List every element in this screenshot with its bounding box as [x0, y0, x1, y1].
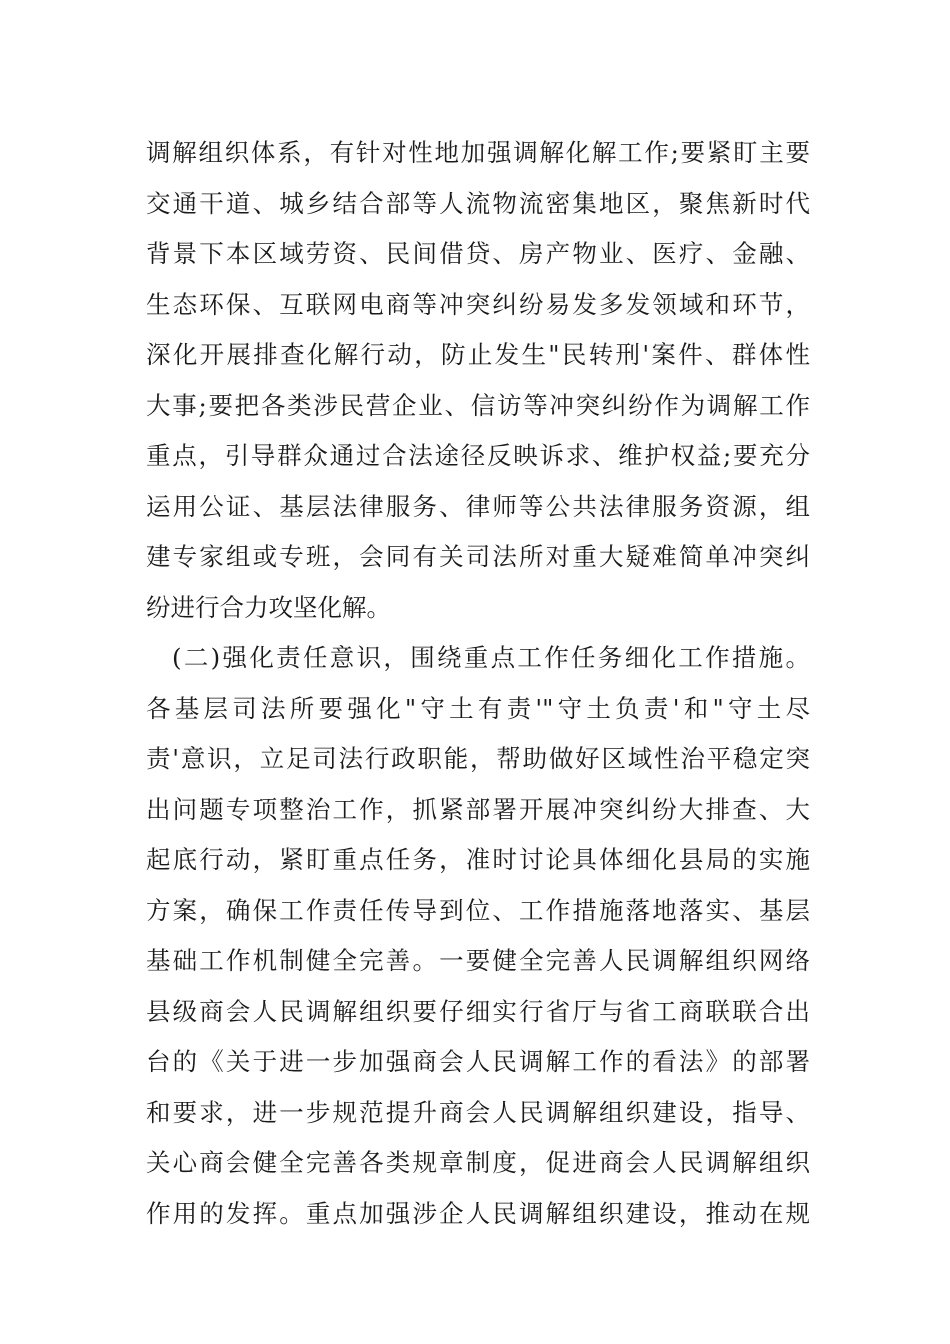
text-line: 各基层司法所要强化"守土有责'"守土负责'和"守土尽	[146, 693, 810, 723]
text-line: 出问题专项整治工作，抓紧部署开展冲突纠纷大排查、大	[146, 794, 810, 824]
section-heading: (二)强化责任意识，围绕重点工作任务细化工作措施。	[172, 643, 810, 672]
body-text	[146, 128, 810, 1239]
text-line: 方案，确保工作责任传导到位、工作措施落地落实、基层	[146, 895, 810, 925]
text-line: 作用的发挥。重点加强涉企人民调解组织建设，推动在规	[146, 1198, 810, 1228]
text-line: 和要求，进一步规范提升商会人民调解组织建设，指导、	[146, 1097, 810, 1127]
text-line: 生态环保、互联网电商等冲突纠纷易发多发领域和环节，	[146, 289, 810, 319]
text-line: 重点，引导群众通过合法途径反映诉求、维护权益;要充分	[146, 441, 810, 470]
text-line: 建专家组或专班，会同有关司法所对重大疑难简单冲突纠	[146, 542, 810, 571]
text-line: 交通干道、城乡结合部等人流物流密集地区，聚焦新时代	[146, 188, 810, 218]
text-line: 大事;要把各类涉民营企业、信访等冲突纠纷作为调解工作	[146, 390, 810, 420]
text-line: 纷进行合力攻坚化解。	[146, 592, 391, 622]
text-line: 深化开展排查化解行动，防止发生"民转刑'案件、群体性	[146, 340, 810, 369]
text-line: 台的《关于进一步加强商会人民调解工作的看法》的部署	[146, 1047, 810, 1076]
text-line: 关心商会健全完善各类规章制度，促进商会人民调解组织	[146, 1148, 810, 1177]
text-line: 运用公证、基层法律服务、律师等公共法律服务资源，组	[146, 491, 810, 521]
text-line: 调解组织体系，有针对性地加强调解化解工作;要紧盯主要	[146, 138, 810, 167]
text-line: 基础工作机制健全完善。一要健全完善人民调解组织网络	[146, 946, 810, 975]
text-line: 县级商会人民调解组织要仔细实行省厅与省工商联联合出	[146, 996, 810, 1026]
text-line: 责'意识，立足司法行政职能，帮助做好区域性治平稳定突	[146, 744, 810, 773]
text-line: 背景下本区域劳资、民间借贷、房产物业、医疗、金融、	[146, 239, 810, 268]
text-line: 起底行动，紧盯重点任务，准时讨论具体细化县局的实施	[146, 845, 810, 874]
